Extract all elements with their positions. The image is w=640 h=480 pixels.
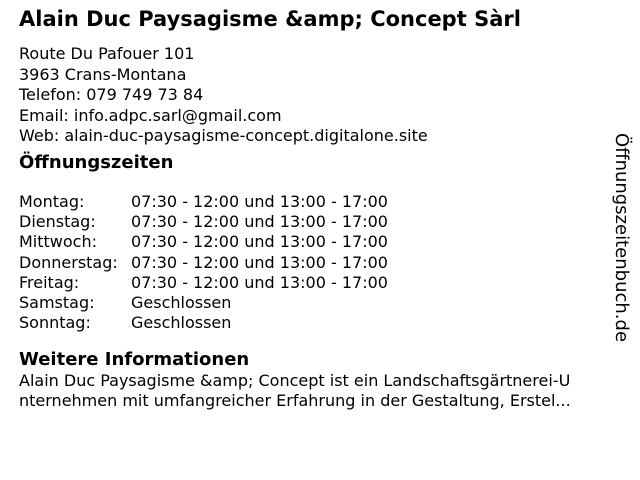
day-label: Mittwoch: — [19, 232, 97, 252]
info-paragraph — [19, 371, 571, 412]
day-label: Dienstag: — [19, 212, 96, 232]
hours-row-friday — [19, 273, 388, 293]
opening-hours-heading: Öffnungszeiten — [19, 152, 174, 173]
day-label: Samstag: — [19, 293, 95, 313]
page-title: Alain Duc Paysagisme &amp; Concept Sàrl — [19, 7, 521, 31]
time-value: 07:30 - 12:00 und 13:00 - 17:00 — [131, 252, 388, 272]
contact-block — [19, 44, 428, 147]
time-value: 07:30 - 12:00 und 13:00 - 17:00 — [131, 232, 388, 252]
opening-hours-table — [19, 192, 388, 333]
day-label: Freitag: — [19, 272, 80, 292]
time-value: 07:30 - 12:00 und 13:00 - 17:00 — [131, 192, 388, 211]
hours-row-sunday — [19, 313, 388, 333]
time-value: Geschlossen — [131, 293, 232, 313]
contact-email: Email: info.adpc.sarl@gmail.com — [19, 105, 282, 125]
info-paragraph-line1: Alain Duc Paysagisme &amp; Concept ist ein Landschaftsgärtnerei-U — [19, 371, 571, 390]
hours-row-wednesday — [19, 232, 388, 252]
contact-web: Web: alain-duc-paysagisme-concept.digitalone.site — [19, 126, 428, 146]
hours-row-saturday — [19, 293, 388, 313]
address-city: 3963 Crans-Montana — [19, 64, 187, 84]
time-value: Geschlossen — [131, 313, 232, 333]
time-value: 07:30 - 12:00 und 13:00 - 17:00 — [131, 212, 388, 232]
day-label: Montag: — [19, 192, 85, 211]
watermark-vertical-text: Öffnungszeitenbuch.de — [611, 133, 632, 343]
address-street: Route Du Pafouer 101 — [19, 44, 195, 63]
hours-row-monday — [19, 192, 388, 212]
hours-row-tuesday — [19, 212, 388, 232]
info-paragraph-line2: nternehmen mit umfangreicher Erfahrung in der Gestaltung, Erstel... — [19, 391, 571, 411]
day-label: Sonntag: — [19, 313, 91, 333]
day-label: Donnerstag: — [19, 252, 118, 272]
time-value: 07:30 - 12:00 und 13:00 - 17:00 — [131, 272, 388, 292]
hours-row-thursday — [19, 253, 388, 273]
more-info-heading: Weitere Informationen — [19, 349, 250, 370]
contact-phone: Telefon: 079 749 73 84 — [19, 85, 204, 105]
